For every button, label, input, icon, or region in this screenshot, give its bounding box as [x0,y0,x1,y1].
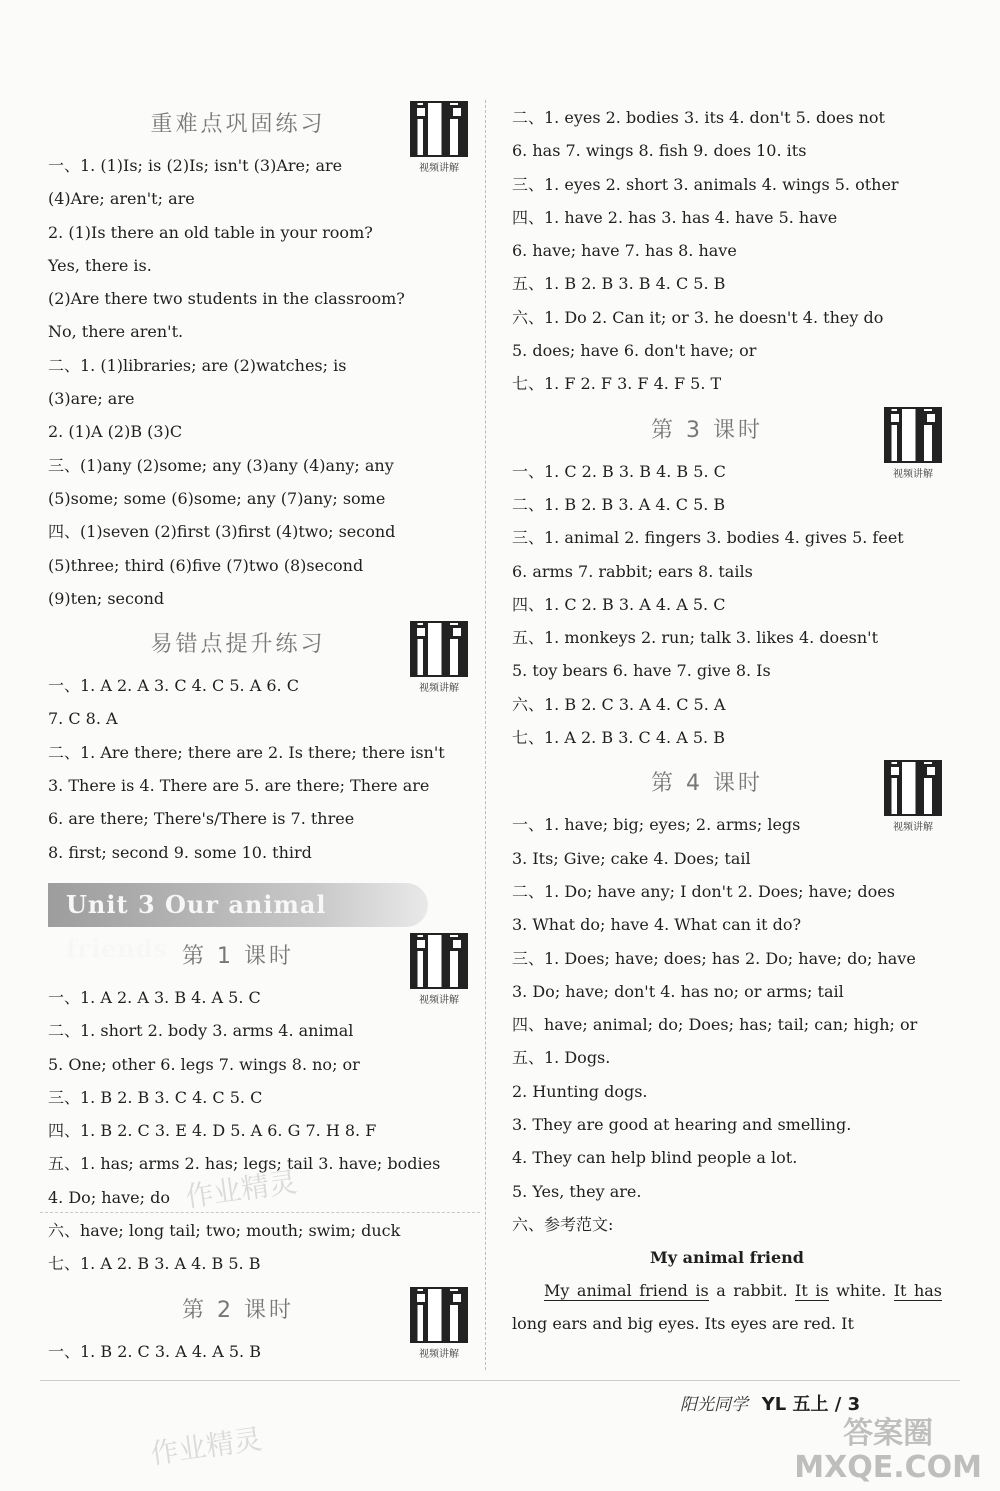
answer-line: 三、1. Does; have; does; has 2. Do; have; do; have [512,948,916,968]
qr-code-icon [410,1287,468,1343]
qr-code-icon [410,101,468,157]
section-lesson-1 [48,933,468,1281]
answer-line: 三、(1)any (2)some; any (3)any (4)any; any [48,455,394,475]
page-code: YL 五上 / 3 [761,1394,861,1415]
qr-code[interactable] [410,1287,468,1360]
section-title: 重难点巩固练习 [150,112,326,137]
answer-line: (5)three; third (6)five (7)two (8)second [48,555,364,575]
answer-line: 3. They are good at hearing and smelling. [512,1115,852,1135]
answer-line: 3. What do; have 4. What can it do? [512,915,802,935]
answer-line: 一、1. have; big; eyes; 2. arms; legs [512,815,801,835]
answer-line: 五、1. has; arms 2. has; legs; tail 3. have; bodies [48,1154,441,1174]
section-key-practice [48,101,468,615]
section-error-practice [48,621,468,869]
section-title: 第 2 课时 [182,1297,294,1323]
essay-text: white. [828,1281,894,1301]
answer-line: 4. Do; have; do [48,1187,170,1207]
answer-line: 6. arms 7. rabbit; ears 8. tails [512,561,753,581]
answer-line: 二、1. short 2. body 3. arms 4. animal [48,1021,354,1041]
answer-lines [48,149,468,615]
essay-text: long ears and big eyes. Its eyes are red. It [512,1314,854,1334]
answer-line: 五、1. monkeys 2. run; talk 3. likes 4. doesn't [512,628,879,648]
answer-line: 四、(1)seven (2)first (3)first (4)two; second [48,522,396,542]
answer-line: 3. Its; Give; cake 4. Does; tail [512,848,751,868]
page-footer [680,1390,860,1416]
section-title: 第 4 课时 [651,771,763,797]
answer-line: 三、1. B 2. B 3. C 4. C 5. C [48,1087,263,1107]
brand-logo: 阳光同学 [680,1395,748,1415]
answer-line: 一、1. A 2. A 3. C 4. C 5. A 6. C [48,676,299,696]
answer-line: 七、1. F 2. F 3. F 4. F 5. T [512,374,722,394]
answer-line: 三、1. eyes 2. short 3. animals 4. wings 5. other [512,174,899,194]
answer-line: 2. Hunting dogs. [512,1081,648,1101]
answer-line: 一、1. A 2. A 3. B 4. A 5. C [48,987,261,1007]
qr-label: 视频讲解 [419,1348,459,1360]
section-lesson-2-cont [512,101,942,401]
answer-line: 七、1. A 2. B 3. C 4. A 5. B [512,728,725,748]
qr-label: 视频讲解 [893,822,933,834]
underlined-phrase: My animal friend is [544,1281,709,1301]
answer-line: 5. does; have 6. don't have; or [512,341,757,361]
answer-line: 7. C 8. A [48,709,118,729]
answer-line: 3. Do; have; don't 4. has no; or arms; tail [512,981,844,1001]
answer-line: 七、1. A 2. B 3. A 4. B 5. B [48,1254,261,1274]
qr-label: 视频讲解 [893,468,933,480]
qr-code[interactable] [410,101,468,174]
qr-code[interactable] [884,407,942,480]
section-title: 第 1 课时 [182,943,294,969]
answer-line: (3)are; are [48,389,135,409]
site-watermark [794,1417,982,1485]
qr-code-icon [884,760,942,816]
answer-line: 2. (1)Is there an old table in your room? [48,222,373,242]
answer-line: 4. They can help blind people a lot. [512,1148,798,1168]
underlined-phrase: It has [893,1281,943,1301]
qr-label: 视频讲解 [419,994,459,1006]
column-divider [485,100,487,1370]
unit-banner: Unit 3 Our animal friends [48,883,428,927]
site-watermark-top: 答案圈 [843,1416,934,1451]
answer-line: 5. toy bears 6. have 7. give 8. Is [512,661,771,681]
answer-line: 二、1. Do; have any; I don't 2. Does; have; does [512,881,895,901]
qr-code[interactable] [410,621,468,695]
answer-line: 6. have; have 7. has 8. have [512,241,737,261]
answer-line: 一、1. C 2. B 3. B 4. B 5. C [512,461,726,481]
answer-line: 6. has 7. wings 8. fish 9. does 10. its [512,141,807,161]
answer-line: 六、1. B 2. C 3. A 4. C 5. A [512,694,726,714]
answer-line: 2. (1)A (2)B (3)C [48,422,183,442]
answer-line: 一、1. (1)Is; is (2)Is; isn't (3)Are; are [48,156,343,175]
answer-line: No, there aren't. [48,322,184,342]
answer-line: (2)Are there two students in the classroom? [48,289,405,309]
essay-title: My animal friend [650,1248,804,1268]
qr-code[interactable] [410,933,468,1006]
site-watermark-bottom: MXQE.COM [794,1450,982,1485]
footer-rule [40,1380,960,1381]
answer-line: 三、1. animal 2. fingers 3. bodies 4. gives 5. feet [512,528,904,548]
answer-line: (9)ten; second [48,588,165,608]
answer-line: 四、1. C 2. B 3. A 4. A 5. C [512,594,726,614]
essay-body [512,1274,942,1340]
answer-line: 六、参考范文: [512,1214,614,1234]
qr-label: 视频讲解 [419,683,459,695]
underlined-phrase: It is [795,1281,829,1301]
section-lesson-2 [48,1287,468,1368]
answer-line: Yes, there is. [48,255,152,275]
essay-text: a rabbit. [708,1281,796,1301]
answer-line: 六、1. Do 2. Can it; or 3. he doesn't 4. they do [512,307,884,327]
watermark: 作业精灵 [183,1165,299,1214]
answer-line: 四、1. B 2. C 3. E 4. D 5. A 6. G 7. H 8. F [48,1121,377,1141]
section-title: 第 3 课时 [651,417,763,443]
answer-line: 五、1. B 2. B 3. B 4. C 5. B [512,274,726,294]
answer-line: 二、1. B 2. B 3. A 4. C 5. B [512,494,726,514]
answer-line: 二、1. (1)libraries; are (2)watches; is [48,355,347,375]
answer-line: 8. first; second 9. some 10. third [48,842,312,862]
answer-line: 6. are there; There's/There is 7. three [48,809,355,829]
section-lesson-4 [512,760,942,1340]
answer-line: 5. One; other 6. legs 7. wings 8. no; or [48,1054,360,1074]
answer-line: 5. Yes, they are. [512,1181,642,1201]
answer-line: (4)Are; aren't; are [48,189,195,209]
answer-line: (5)some; some (6)some; any (7)any; some [48,488,386,508]
answer-line: 二、1. eyes 2. bodies 3. its 4. don't 5. does not [512,108,885,127]
answer-line: 二、1. Are there; there are 2. Is there; there isn't [48,742,445,762]
qr-code-icon [410,621,468,677]
section-lesson-3 [512,407,942,755]
answer-line: 3. There is 4. There are 5. are there; There are [48,776,430,796]
answer-line: 一、1. B 2. C 3. A 4. A 5. B [48,1341,261,1361]
answer-line: 五、1. Dogs. [512,1048,611,1068]
right-column [512,95,942,1340]
qr-code-icon [410,933,468,989]
qr-label: 视频讲解 [419,163,459,174]
answer-line: 四、have; animal; do; Does; has; tail; can; high; or [512,1015,918,1035]
qr-code-icon [884,407,942,463]
answer-line: 六、have; long tail; two; mouth; swim; duck [48,1221,401,1241]
section-title: 易错点提升练习 [150,632,326,658]
answer-line: 四、1. have 2. has 3. has 4. have 5. have [512,207,838,227]
qr-code[interactable] [884,760,942,834]
watermark: 作业精灵 [148,1422,264,1471]
